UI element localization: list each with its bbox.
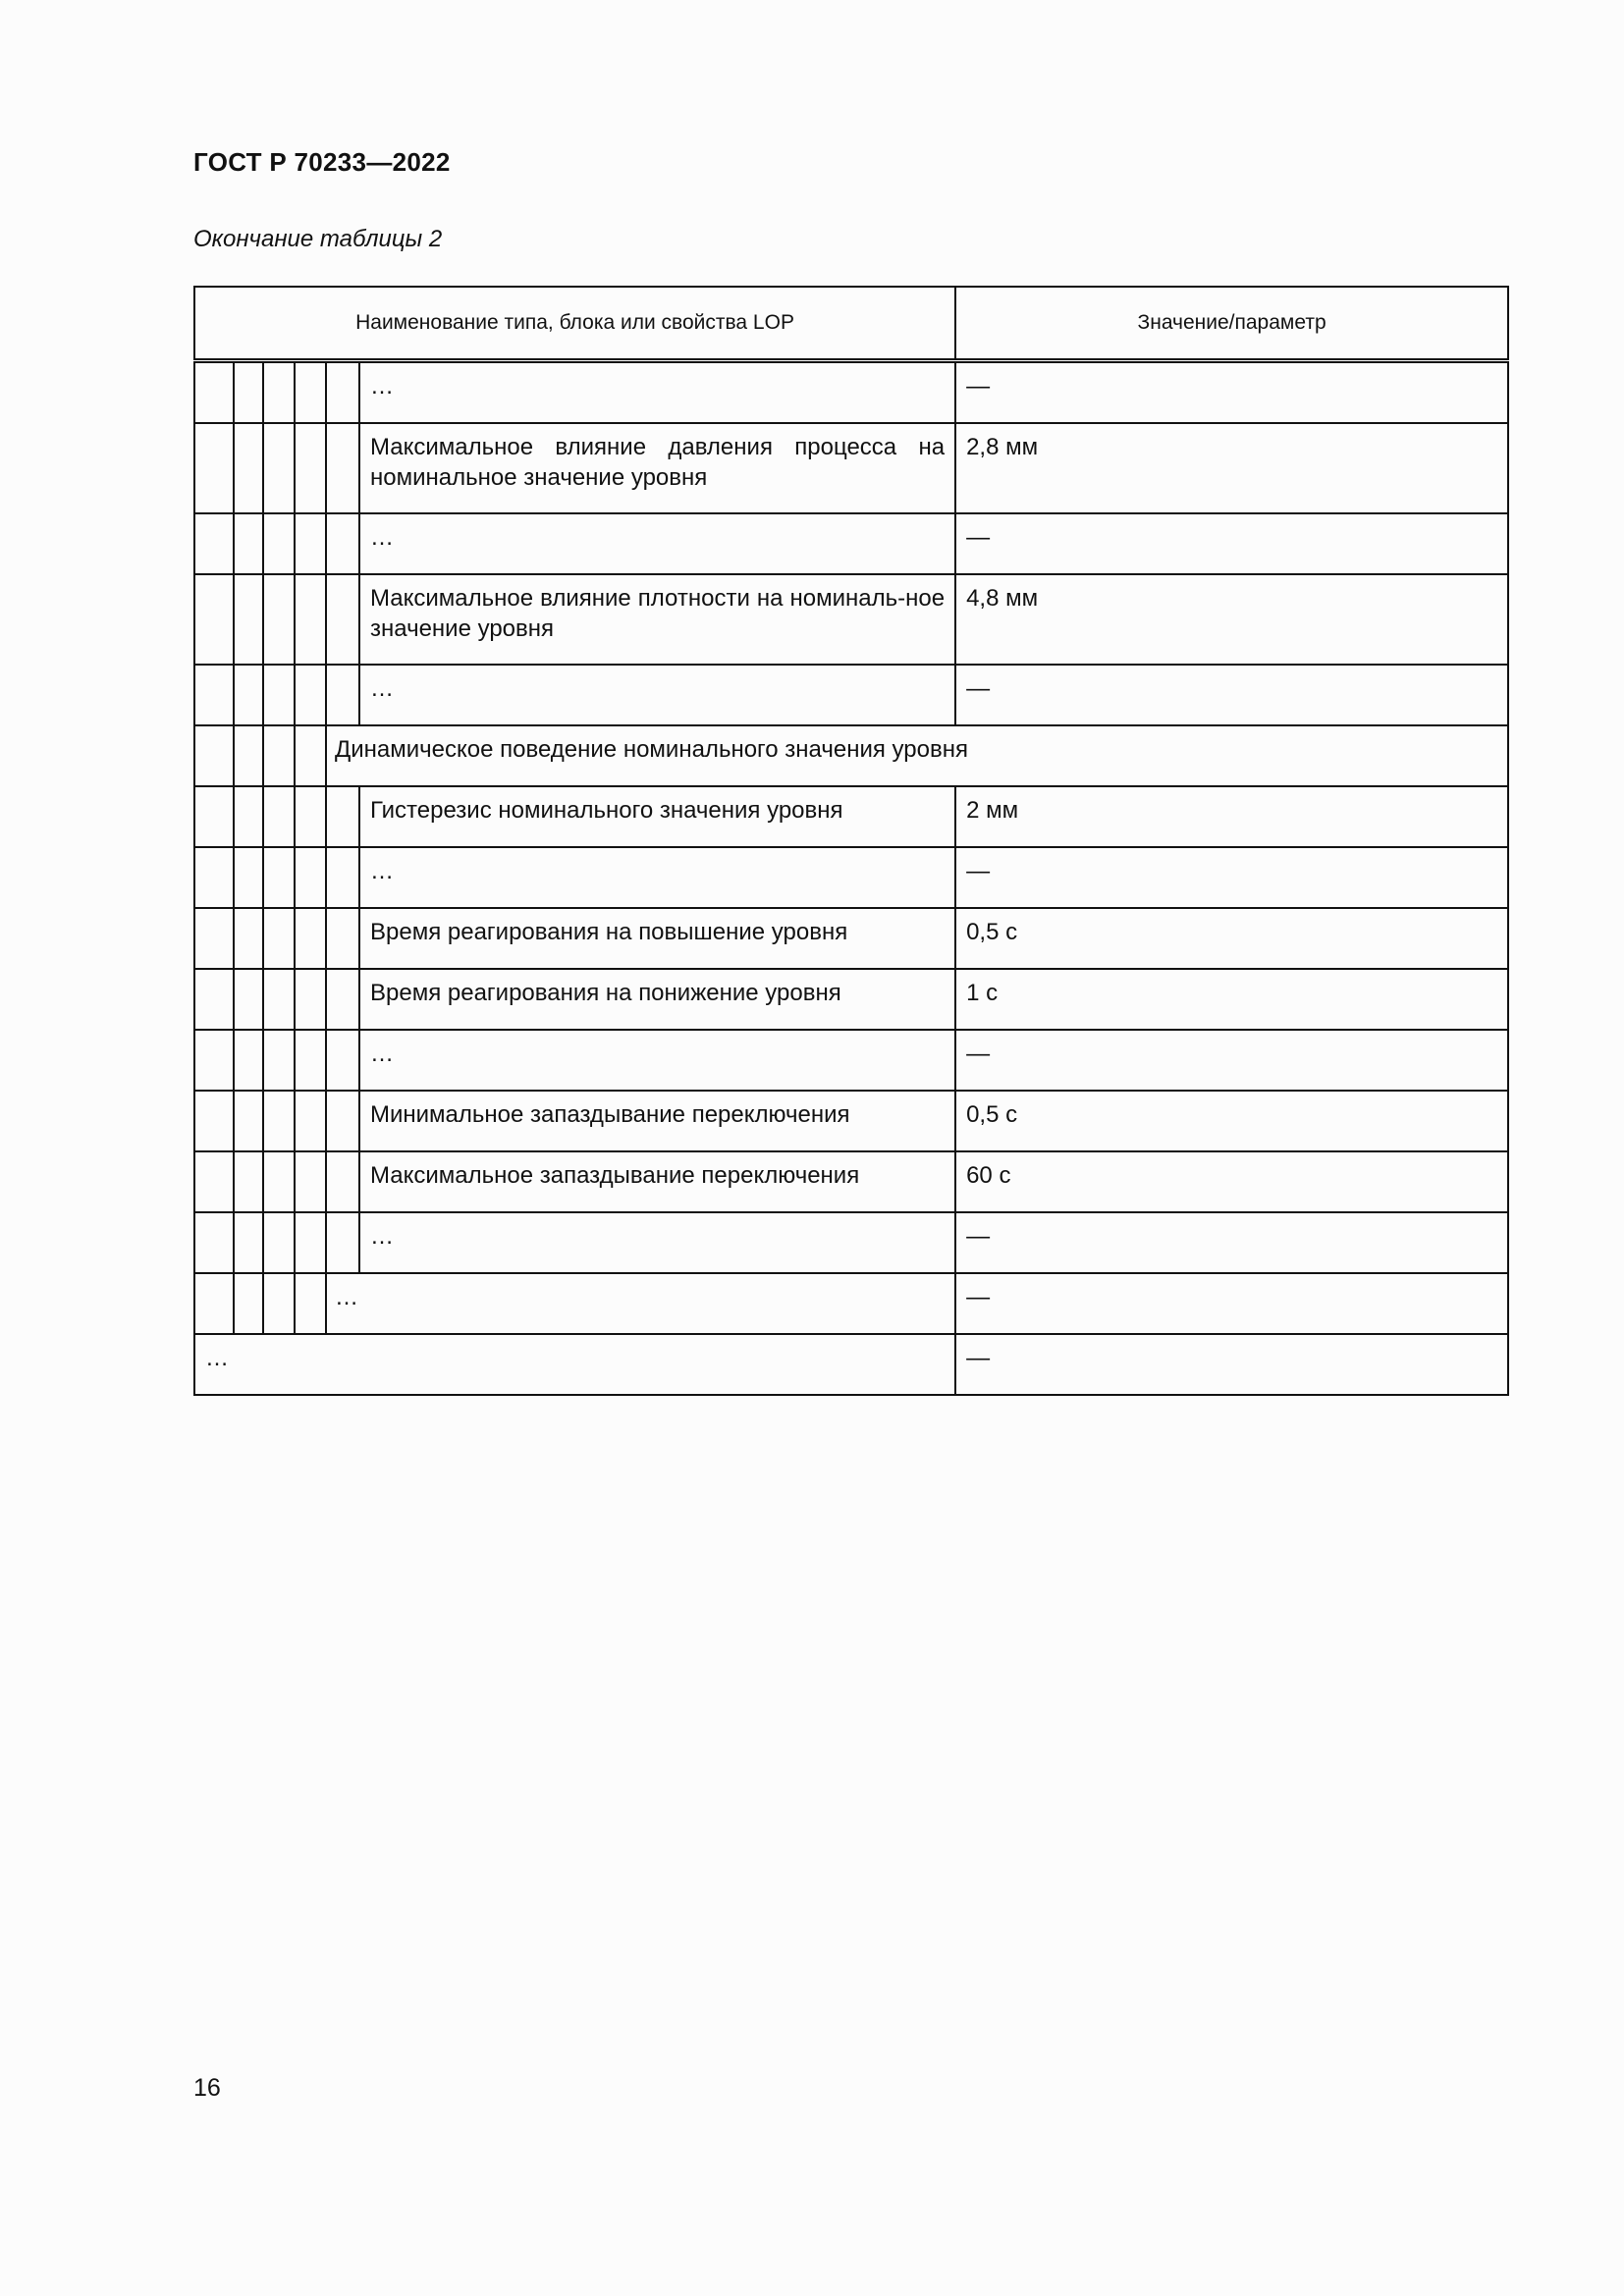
indent-cell [295,574,326,665]
indent-cell [263,1091,295,1151]
indent-cell [295,786,326,847]
indent-cell [326,1212,359,1273]
property-value: 0,5 с [955,1091,1508,1151]
property-name: Время реагирования на понижение уровня [359,969,955,1030]
indent-cell [295,969,326,1030]
indent-cell [295,1273,326,1334]
property-name: … [359,361,955,424]
indent-cell [234,574,263,665]
indent-cell [263,786,295,847]
indent-cell [326,908,359,969]
indent-cell [194,786,234,847]
property-value: — [955,665,1508,725]
table-caption: Окончание таблицы 2 [193,226,443,252]
indent-cell [326,574,359,665]
indent-cell [295,1212,326,1273]
indent-cell [194,665,234,725]
indent-cell [234,361,263,424]
property-name: Минимальное запаздывание переключения [359,1091,955,1151]
property-value: 1 с [955,969,1508,1030]
property-name: Максимальное влияние давления процесса на номинальное значение уровня [359,423,955,513]
table-row [194,1030,1508,1091]
indent-cell [326,513,359,574]
indent-cell [326,1091,359,1151]
section-name: Динамическое поведение номинального значения уровня [326,725,1508,786]
indent-cell [295,665,326,725]
indent-cell [234,1212,263,1273]
indent-cell [263,574,295,665]
property-name: … [359,513,955,574]
indent-cell [234,969,263,1030]
property-name: Время реагирования на повышение уровня [359,908,955,969]
table-row [194,847,1508,908]
property-value: 0,5 с [955,908,1508,969]
table-row [194,574,1508,665]
indent-cell [326,1151,359,1212]
property-name: Максимальное влияние плотности на номиналь-ное значение уровня [359,574,955,665]
table-row [194,665,1508,725]
table-row [194,423,1508,513]
property-value: — [955,1273,1508,1334]
column-header-name: Наименование типа, блока или свойства LOP [194,287,955,361]
property-value: 60 с [955,1151,1508,1212]
indent-cell [295,1030,326,1091]
table-row [194,1273,1508,1334]
indent-cell [295,361,326,424]
indent-cell [263,1151,295,1212]
indent-cell [326,1030,359,1091]
indent-cell [194,1091,234,1151]
indent-cell [326,847,359,908]
indent-cell [194,908,234,969]
indent-cell [295,1091,326,1151]
property-name: … [359,665,955,725]
indent-cell [194,1273,234,1334]
indent-cell [194,574,234,665]
indent-cell [295,1151,326,1212]
property-value: — [955,361,1508,424]
table-row-section [194,725,1508,786]
table-row [194,969,1508,1030]
indent-cell [234,1091,263,1151]
indent-cell [295,847,326,908]
page-number: 16 [193,2074,221,2102]
indent-cell [234,908,263,969]
property-value: 4,8 мм [955,574,1508,665]
indent-cell [194,847,234,908]
table-row [194,786,1508,847]
table-row [194,908,1508,969]
property-value: 2 мм [955,786,1508,847]
property-value: — [955,847,1508,908]
indent-cell [326,969,359,1030]
table-row [194,1334,1508,1395]
indent-cell [295,423,326,513]
indent-cell [263,423,295,513]
property-value: — [955,513,1508,574]
indent-cell [194,1151,234,1212]
column-header-value: Значение/параметр [955,287,1508,361]
indent-cell [326,665,359,725]
indent-cell [263,513,295,574]
indent-cell [234,423,263,513]
indent-cell [295,513,326,574]
indent-cell [234,725,263,786]
property-name: … [194,1334,955,1395]
indent-cell [234,786,263,847]
property-name: … [326,1273,955,1334]
indent-cell [194,1212,234,1273]
indent-cell [234,1273,263,1334]
indent-cell [234,847,263,908]
indent-cell [194,725,234,786]
indent-cell [263,665,295,725]
table-row [194,1091,1508,1151]
indent-cell [326,423,359,513]
indent-cell [194,969,234,1030]
indent-cell [194,513,234,574]
indent-cell [194,423,234,513]
indent-cell [295,725,326,786]
indent-cell [263,908,295,969]
property-name: … [359,1212,955,1273]
indent-cell [326,361,359,424]
property-value: 2,8 мм [955,423,1508,513]
indent-cell [263,1212,295,1273]
indent-cell [234,513,263,574]
property-name: … [359,847,955,908]
indent-cell [194,1030,234,1091]
lop-properties-table [193,286,1509,1396]
indent-cell [234,665,263,725]
indent-cell [234,1151,263,1212]
table-row [194,1212,1508,1273]
indent-cell [263,361,295,424]
property-name: Гистерезис номинального значения уровня [359,786,955,847]
indent-cell [263,847,295,908]
indent-cell [263,1273,295,1334]
property-name: … [359,1030,955,1091]
indent-cell [194,361,234,424]
table-row [194,1151,1508,1212]
property-value: — [955,1334,1508,1395]
property-name: Максимальное запаздывание переключения [359,1151,955,1212]
document-header: ГОСТ Р 70233—2022 [193,147,451,177]
indent-cell [234,1030,263,1091]
indent-cell [263,969,295,1030]
table-row [194,361,1508,424]
indent-cell [326,786,359,847]
property-value: — [955,1030,1508,1091]
indent-cell [263,725,295,786]
property-value: — [955,1212,1508,1273]
indent-cell [295,908,326,969]
indent-cell [263,1030,295,1091]
table-row [194,513,1508,574]
